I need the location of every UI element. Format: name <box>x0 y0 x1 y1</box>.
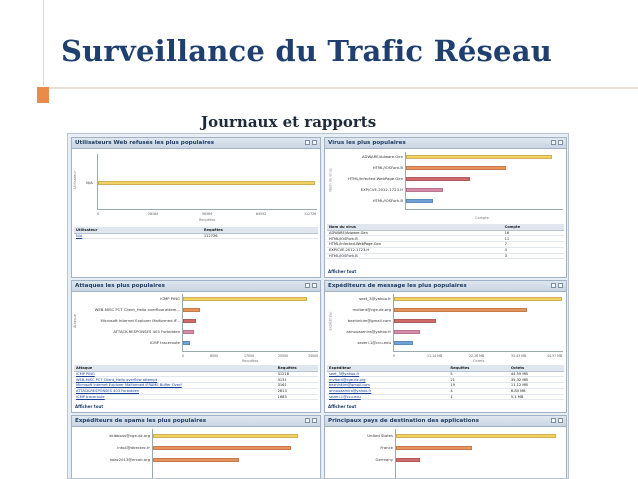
category-label: ATTACK-RESPONSES 403 Forbidden <box>113 329 180 334</box>
table-cell[interactable]: WEB-MISC PCT Client_Hello overflow attempt <box>74 377 276 383</box>
table-cell: 3 <box>503 253 564 259</box>
bar[interactable] <box>396 434 556 438</box>
bar[interactable] <box>183 319 196 323</box>
bar[interactable] <box>406 199 433 203</box>
data-table <box>327 224 564 259</box>
column-header[interactable]: Attaque <box>74 365 276 371</box>
bar[interactable] <box>98 181 315 185</box>
maximize-icon[interactable] <box>305 418 310 423</box>
bar[interactable] <box>153 434 298 438</box>
x-tick: 34000 <box>308 354 319 358</box>
panel-title: Principaux pays de destination des applications <box>328 418 479 424</box>
panel-header <box>325 416 566 427</box>
y-axis-label: Expéditeur <box>328 311 333 331</box>
table-cell: 1 <box>448 394 509 400</box>
table-cell: HTML/IOSFork.B <box>327 236 503 242</box>
table-cell: 19 <box>448 383 509 389</box>
title-divider <box>44 87 638 89</box>
table-row <box>74 394 318 400</box>
chart-area <box>86 154 317 210</box>
table-cell: 4131 <box>276 377 318 383</box>
panel-title: Expéditeurs de message les plus populaires <box>328 283 467 289</box>
category-label: info4@directec.fr <box>117 445 150 450</box>
table-cell: 3161 <box>276 383 318 389</box>
panel-title: Utilisateurs Web refusés les plus populaires <box>75 140 215 146</box>
table-cell: 11.12 MB <box>509 383 564 389</box>
chart-area <box>367 429 560 479</box>
column-header[interactable]: Octets <box>509 365 564 371</box>
table-cell[interactable]: mvitant@cge-dz.org <box>327 377 448 383</box>
table-cell: HTML/Infected.WebPage.Gen <box>327 242 503 248</box>
bar[interactable] <box>406 188 443 192</box>
table-cell: 44.59 MB <box>509 371 564 377</box>
panel-header <box>72 281 320 292</box>
panel-title: Virus les plus populaires <box>328 140 406 146</box>
x-tick: 56364 <box>202 212 213 216</box>
x-axis-label: Octets <box>473 359 485 363</box>
bar[interactable] <box>183 330 194 334</box>
close-icon[interactable] <box>312 140 317 145</box>
show-all-link[interactable]: Afficher tout <box>328 269 357 274</box>
bar[interactable] <box>183 341 190 345</box>
y-axis-label: Nom du virus <box>328 168 333 192</box>
x-tick: 0 <box>97 212 100 216</box>
close-icon[interactable] <box>312 418 317 423</box>
table-cell: 112726 <box>202 233 318 239</box>
panel-spam <box>71 415 321 479</box>
column-header[interactable]: Expéditeur <box>327 365 448 371</box>
slide-title: Surveillance du Trafic Réseau <box>61 34 552 68</box>
table-row <box>74 233 318 239</box>
table-cell: EXP/CVE-2012-1723.H <box>327 247 503 253</box>
table-cell: 7 <box>503 242 564 248</box>
chart-area <box>346 294 563 352</box>
category-label: Germany <box>375 457 393 462</box>
bar[interactable] <box>394 297 562 301</box>
table-row <box>327 253 564 259</box>
category-label: HTML/IOSFork.B <box>372 198 403 203</box>
panel-destinations <box>324 415 567 479</box>
table-cell[interactable]: bezhinkim@gmail.com <box>327 383 448 389</box>
panel-viruses <box>324 137 567 278</box>
column-header[interactable]: Compte <box>503 224 564 230</box>
category-label: seet_3@yahoo.fr <box>359 296 391 301</box>
category-label: ICMP traceroute <box>149 340 180 345</box>
maximize-icon[interactable] <box>551 418 556 423</box>
x-tick: 84552 <box>256 212 267 216</box>
table-cell: 1683 <box>276 394 318 400</box>
bar[interactable] <box>394 319 436 323</box>
panel-title: Expéditeurs de spams les plus populaires <box>75 418 207 424</box>
bar[interactable] <box>183 297 307 301</box>
bar[interactable] <box>394 308 527 312</box>
category-label: skibbous@cge-dz.org <box>109 433 150 438</box>
bar[interactable] <box>406 155 552 159</box>
x-tick: 11.14 MB <box>427 354 443 358</box>
data-table <box>74 227 318 239</box>
bar[interactable] <box>394 341 413 345</box>
close-icon[interactable] <box>312 283 317 288</box>
category-label: HTML/Infected.WebPage.Gen <box>348 176 403 181</box>
chart-area <box>348 152 563 210</box>
table-cell[interactable]: Microsoft Internet Explorer Malformed IFRAME Buffer Overf <box>74 383 276 389</box>
x-tick: 8500 <box>210 354 219 358</box>
bar[interactable] <box>153 458 239 462</box>
column-header[interactable]: Requêtes <box>202 227 318 233</box>
table-cell[interactable]: seet_3@yahoo.fr <box>327 371 448 377</box>
table-cell[interactable]: annouaamira@yahoo.fr <box>327 388 448 394</box>
close-icon[interactable] <box>558 283 563 288</box>
category-label: ICMP PING <box>160 296 180 301</box>
table-cell: 21 <box>448 377 509 383</box>
close-icon[interactable] <box>558 140 563 145</box>
table-cell: 5 <box>448 371 509 377</box>
category-label: sezeri.1@ccu.edu <box>357 340 391 345</box>
accent-square <box>37 87 49 103</box>
x-axis-label: Requêtes <box>199 218 216 222</box>
close-icon[interactable] <box>558 418 563 423</box>
x-tick: 0 <box>393 354 396 358</box>
table-cell: ADWARE/Adware.Gen <box>327 230 503 236</box>
table-cell: 4 <box>448 388 509 394</box>
y-axis-label: Utilisateur <box>73 170 78 190</box>
slide-subtitle: Journaux et rapports <box>201 113 377 131</box>
category-label: mvitant@cge-dz.org <box>352 307 391 312</box>
dashboard-screenshot <box>67 133 569 479</box>
category-label: ADWARE/Adware.Gen <box>361 154 403 159</box>
panel-senders <box>324 280 567 413</box>
bar[interactable] <box>153 446 291 450</box>
x-tick: 33.43 MB <box>511 354 527 358</box>
bar[interactable] <box>396 446 472 450</box>
x-tick: 112726 <box>304 212 317 216</box>
panel-header <box>325 138 566 149</box>
table-cell[interactable]: sezeri.1@ccu.edu <box>327 394 448 400</box>
x-axis-label: Requêtes <box>242 359 259 363</box>
table-cell[interactable]: ATTACK-RESPONSES 403 Forbidden <box>74 388 276 394</box>
table-cell: HTML/IOSFork.B <box>327 253 503 259</box>
category-label: France <box>380 445 393 450</box>
bar[interactable] <box>394 330 420 334</box>
data-table <box>327 365 564 400</box>
x-tick: 0 <box>182 354 185 358</box>
bar[interactable] <box>396 458 420 462</box>
category-label: Microsoft Internet Explorer Malformed IF... <box>100 318 180 323</box>
x-tick: 25500 <box>278 354 289 358</box>
category-label: HTML/IOSFork.B <box>372 165 403 170</box>
show-all-link[interactable]: Afficher tout <box>75 404 104 409</box>
table-row <box>327 394 564 400</box>
bar[interactable] <box>406 177 470 181</box>
table-cell: 16 <box>503 230 564 236</box>
chart-area <box>94 294 318 352</box>
panel-header <box>325 281 566 292</box>
category-label: EXP/CVE-2012-1723.H <box>360 187 403 192</box>
table-cell[interactable]: N/A <box>74 233 202 239</box>
table-cell: 11 <box>503 236 564 242</box>
chart-area <box>109 429 312 479</box>
panel-header <box>72 416 320 427</box>
table-cell: 2813 <box>276 388 318 394</box>
panel-web-refused <box>71 137 321 278</box>
y-axis-label: Attaque <box>72 314 77 328</box>
bar[interactable] <box>406 166 506 170</box>
column-header[interactable]: Requêtes <box>448 365 509 371</box>
table-cell[interactable]: ICMP traceroute <box>74 394 276 400</box>
column-header[interactable]: Nom du virus <box>327 224 503 230</box>
category-label: bezhinkim@gmail.com <box>347 318 391 323</box>
x-tick: 44.57 MB <box>547 354 563 358</box>
panel-attacks <box>71 280 321 413</box>
category-label: annouaamira@yahoo.fr <box>346 329 391 334</box>
category-label: hoaz2013@ercoir.org <box>109 457 150 462</box>
column-header[interactable]: Utilisateur <box>74 227 202 233</box>
x-tick: 22.28 MB <box>469 354 485 358</box>
maximize-icon[interactable] <box>305 283 310 288</box>
x-tick: 17000 <box>244 354 255 358</box>
maximize-icon[interactable] <box>305 140 310 145</box>
table-cell: 31218 <box>276 371 318 377</box>
table-cell: 35.32 MB <box>509 377 564 383</box>
x-tick: 28184 <box>148 212 159 216</box>
slide-left-bar <box>0 0 44 86</box>
maximize-icon[interactable] <box>551 283 556 288</box>
table-cell: 4 <box>503 247 564 253</box>
panel-title: Attaques les plus populaires <box>75 283 166 289</box>
bar[interactable] <box>183 308 200 312</box>
maximize-icon[interactable] <box>551 140 556 145</box>
panel-header <box>72 138 320 149</box>
x-axis-label: Compte <box>475 216 489 220</box>
table-cell: 5.1 MB <box>509 394 564 400</box>
show-all-link[interactable]: Afficher tout <box>328 404 357 409</box>
data-table <box>74 365 318 400</box>
column-header[interactable]: Requêtes <box>276 365 318 371</box>
table-cell[interactable]: ICMP PING <box>74 371 276 377</box>
category-label: United States <box>367 433 393 438</box>
category-label: N/A <box>86 180 93 185</box>
category-label: WEB-MISC PCT Client_Hello overflow attem... <box>94 307 180 312</box>
table-cell: 6.84 MB <box>509 388 564 394</box>
